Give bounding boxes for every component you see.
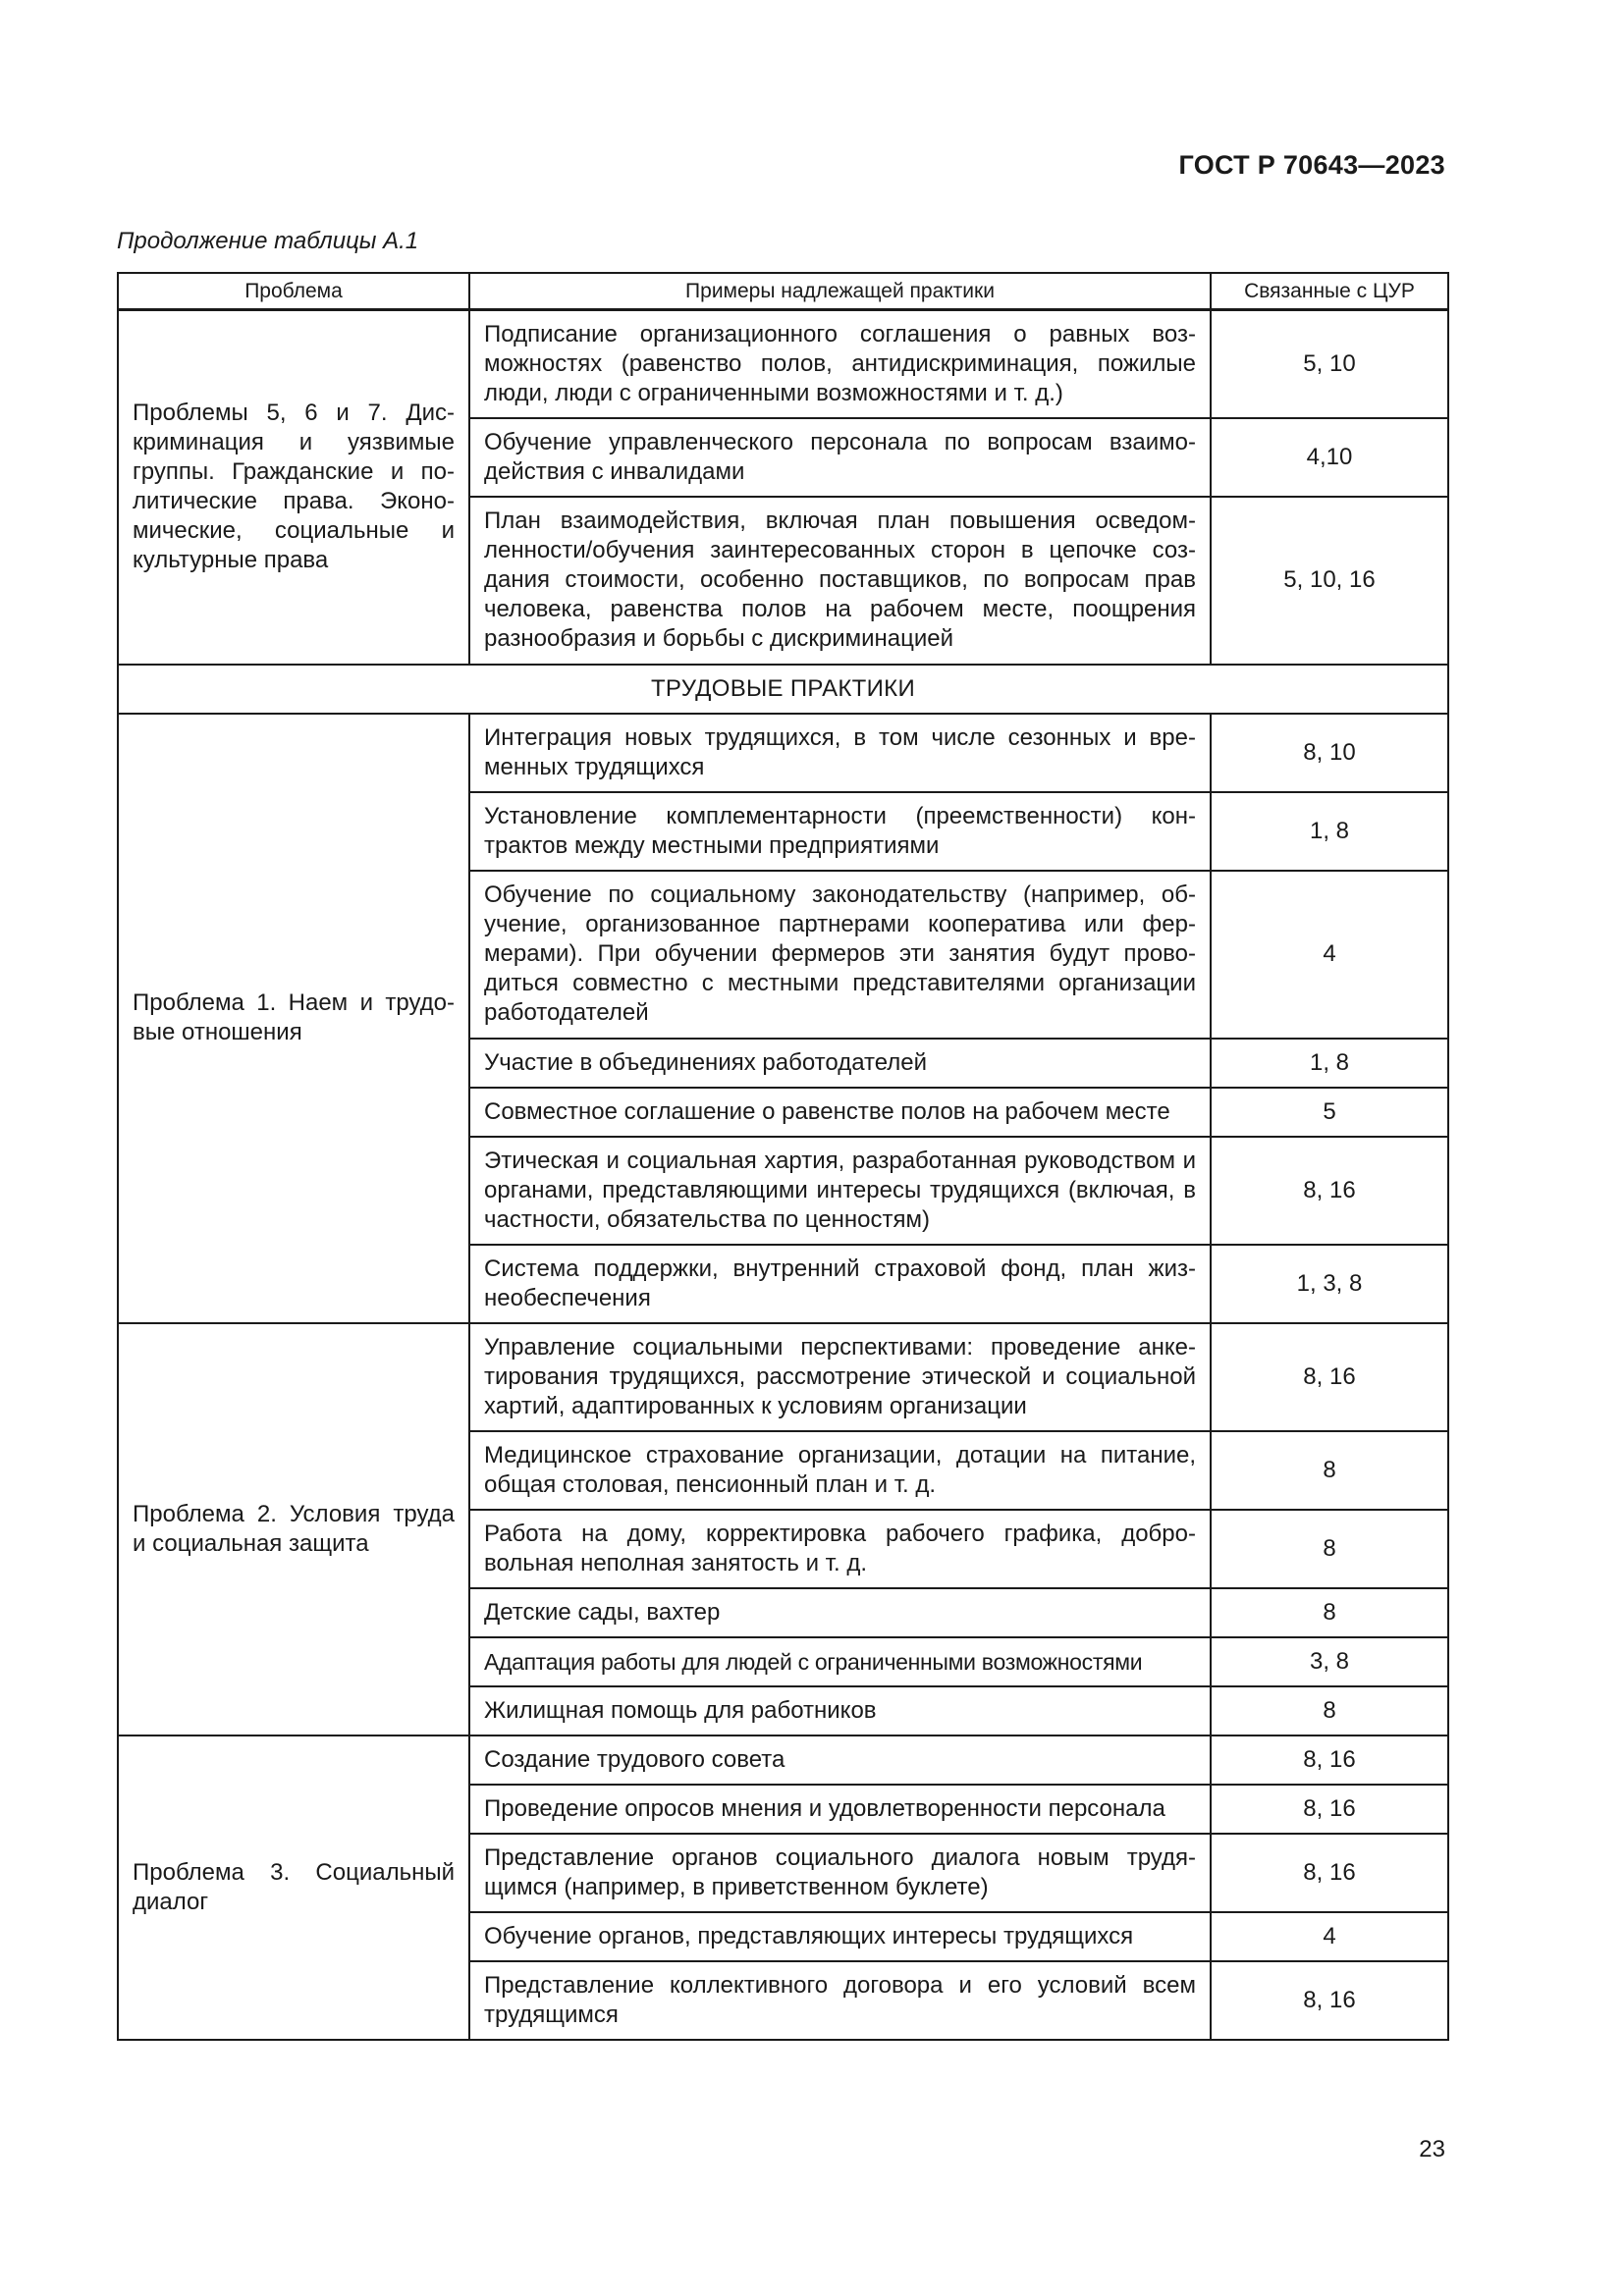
table-caption: Продолжение таблицы А.1 [117,228,419,254]
section-title: ТРУДОВЫЕ ПРАКТИКИ [118,665,1448,714]
table-row [118,310,1448,418]
practice-cell: Представление коллективного договора и его условий всем трудящимся [469,1961,1211,2040]
practice-cell: Обучение органов, представляющих интересы трудящихся [469,1912,1211,1961]
document-code: ГОСТ Р 70643—2023 [1178,150,1445,180]
practice-cell: Жилищная помощь для работников [469,1686,1211,1735]
sdg-cell: 5 [1211,1088,1448,1137]
sdg-cell: 8, 16 [1211,1834,1448,1912]
sdg-cell: 4 [1211,1912,1448,1961]
sdg-cell: 3, 8 [1211,1637,1448,1686]
practice-cell: Установление комплементарности (преемственности) контрактов между местными предприятиями [469,792,1211,871]
practice-cell: Участие в объединениях работодателей [469,1039,1211,1088]
sdg-cell: 8, 16 [1211,1323,1448,1431]
practice-cell: План взаимодействия, включая план повышения осведомленности/обучения заинтересованных сторон в цепочке создания стоимости, особенно поставщиков, по вопросам прав человека, равенства полов на рабочем месте, поощрения разнообразия и борьбы с дискриминацией [469,497,1211,665]
practice-cell: Совместное соглашение о равенстве полов на рабочем месте [469,1088,1211,1137]
column-header-problem: Проблема [118,273,469,310]
table-header-row [118,273,1448,310]
problem-cell: Проблема 1. Наем и трудовые отношения [118,714,469,1323]
practice-cell: Этическая и социальная хартия, разработанная руководством и органами, представляющими интересы трудящихся (включая, в частности, обязательства по ценностям) [469,1137,1211,1245]
sdg-cell: 8 [1211,1686,1448,1735]
practice-cell: Адаптация работы для людей с ограниченными возможностями [469,1637,1211,1686]
practice-cell: Подписание организационного соглашения о равных возможностях (равенство полов, антидискриминация, пожилые люди, люди с ограниченными возможностями и т. д.) [469,310,1211,418]
sdg-cell: 8 [1211,1510,1448,1588]
page-number: 23 [1419,2136,1445,2163]
practice-cell: Обучение управленческого персонала по вопросам взаимодействия с инвалидами [469,418,1211,497]
problem-cell: Проблема 2. Условия труда и социальная защита [118,1323,469,1735]
sdg-cell: 5, 10 [1211,310,1448,418]
table-row [118,1735,1448,1785]
practice-cell: Проведение опросов мнения и удовлетворенности персонала [469,1785,1211,1834]
practice-cell: Создание трудового совета [469,1735,1211,1785]
sdg-cell: 5, 10, 16 [1211,497,1448,665]
problem-cell: Проблемы 5, 6 и 7. Дискриминация и уязвимые группы. Гражданские и политические права. Экономические, социальные и культурные права [118,310,469,665]
sdg-cell: 8, 16 [1211,1137,1448,1245]
practice-cell: Интеграция новых трудящихся, в том числе сезонных и временных трудящихся [469,714,1211,792]
practice-cell: Представление органов социального диалога новым трудящимся (например, в приветственном буклете) [469,1834,1211,1912]
practice-cell: Медицинское страхование организации, дотации на питание, общая столовая, пенсионный план и т. д. [469,1431,1211,1510]
practice-cell: Обучение по социальному законодательству (например, обучение, организованное партнерами кооператива или фермерами). При обучении фермеров эти занятия будут проводиться совместно с местными представителями организации работодателей [469,871,1211,1039]
practice-cell: Работа на дому, корректировка рабочего графика, добровольная неполная занятость и т. д. [469,1510,1211,1588]
sdg-cell: 8 [1211,1588,1448,1637]
practice-cell: Управление социальными перспективами: проведение анкетирования трудящихся, рассмотрение этической и социальной хартий, адаптированных к условиям организации [469,1323,1211,1431]
column-header-sdg: Связанные с ЦУР [1211,273,1448,310]
sdg-cell: 8, 16 [1211,1785,1448,1834]
practice-cell: Система поддержки, внутренний страховой фонд, план жизнеобеспечения [469,1245,1211,1323]
sdg-cell: 8, 16 [1211,1735,1448,1785]
sdg-cell: 4 [1211,871,1448,1039]
section-row [118,665,1448,714]
sdg-cell: 4,10 [1211,418,1448,497]
sdg-cell: 8, 16 [1211,1961,1448,2040]
sdg-cell: 1, 8 [1211,792,1448,871]
practice-cell: Детские сады, вахтер [469,1588,1211,1637]
sdg-cell: 1, 8 [1211,1039,1448,1088]
practices-table [117,272,1449,2041]
sdg-cell: 8, 10 [1211,714,1448,792]
table-row [118,1323,1448,1431]
problem-cell: Проблема 3. Социальный диалог [118,1735,469,2040]
column-header-practice: Примеры надлежащей практики [469,273,1211,310]
sdg-cell: 8 [1211,1431,1448,1510]
table-row [118,714,1448,792]
sdg-cell: 1, 3, 8 [1211,1245,1448,1323]
